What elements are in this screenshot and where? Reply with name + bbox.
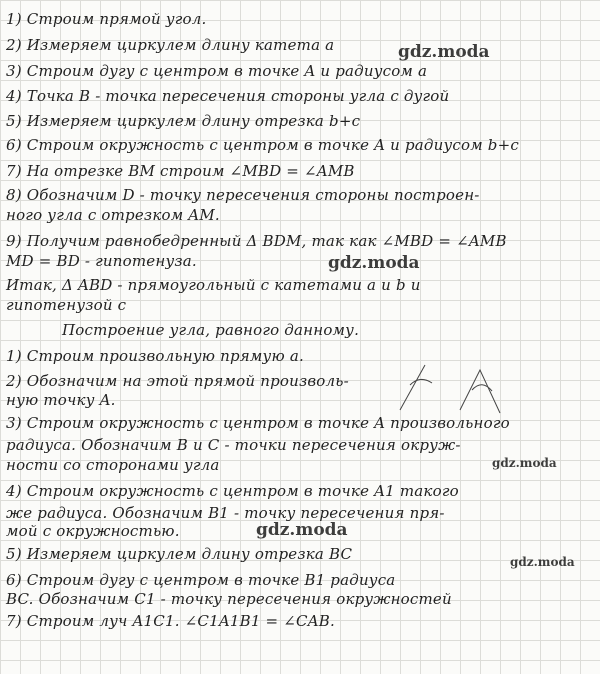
text-line: 3) Строим дугу с центром в точке A и радиусом a [6, 62, 428, 80]
text-line: 5) Измеряем циркулем длину отрезка BC [6, 545, 353, 563]
text-line: 6) Строим окружность с центром в точке A и радиусом b+c [6, 136, 519, 154]
text-line: ности со сторонами угла [6, 456, 220, 474]
text-line: 8) Обозначим D - точку пересечения стороны построен- [6, 186, 480, 204]
sketch-angle [460, 370, 500, 413]
text-line: 4) Строим окружность с центром в точке A1 такого [6, 482, 459, 500]
section-heading: Построение угла, равного данному. [62, 321, 360, 339]
text-line: 3) Строим окружность с центром в точке A произвольного [6, 414, 510, 432]
construction-sketch [380, 355, 560, 415]
text-line: 7) На отрезке BM строим ∠MBD = ∠AMB [6, 162, 355, 180]
text-line: 4) Точка B - точка пересечения стороны угла с дугой [6, 87, 450, 105]
watermark: gdz.moda [510, 555, 575, 569]
text-line: 1) Строим произвольную прямую a. [6, 347, 304, 365]
watermark: gdz.moda [492, 456, 557, 470]
text-line: BC. Обозначим C1 - точку пересечения окружностей [6, 590, 452, 608]
text-line: 6) Строим дугу с центром в точке B1 радиуса [6, 571, 396, 589]
watermark: gdz.moda [256, 520, 348, 540]
text-line: мой с окружностью. [6, 522, 180, 540]
text-line: ного угла с отрезком AM. [6, 206, 220, 224]
text-line: 7) Строим луч A1C1. ∠C1A1B1 = ∠CAB. [6, 612, 335, 630]
text-line: же радиуса. Обозначим B1 - точку пересечения пря- [6, 504, 445, 522]
sketch-arc [410, 379, 432, 385]
text-line: 2) Обозначим на этой прямой произволь- [6, 372, 349, 390]
watermark: gdz.moda [328, 253, 420, 273]
text-line: Итак, Δ ABD - прямоугольный с катетами a и b и [6, 276, 421, 294]
text-line: гипотенузой c [6, 296, 127, 314]
text-line: 2) Измеряем циркулем длину катета a [6, 36, 335, 54]
text-line: 1) Строим прямой угол. [6, 10, 207, 28]
text-line: радиуса. Обозначим B и C - точки пересечения окруж- [6, 436, 461, 454]
text-line: 5) Измеряем циркулем длину отрезка b+c [6, 112, 361, 130]
text-line: ную точку A. [6, 391, 116, 409]
text-line: 9) Получим равнобедренный Δ BDM, так как ∠MBD = ∠AMB [6, 232, 507, 250]
watermark: gdz.moda [398, 42, 490, 62]
sketch-ray [400, 365, 425, 410]
text-line: MD = BD - гипотенуза. [6, 252, 197, 270]
